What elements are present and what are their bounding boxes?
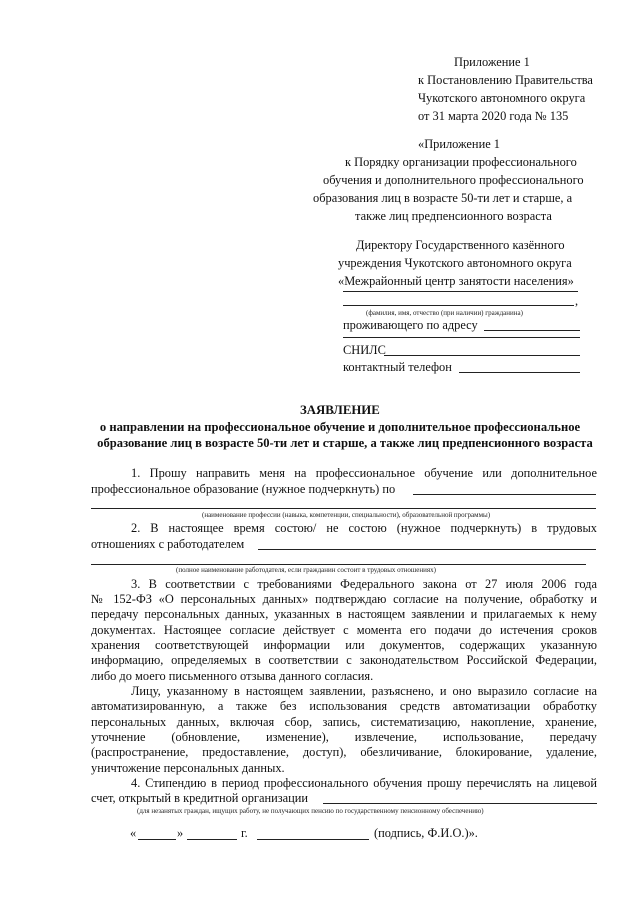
appendix-header-line-2: к Постановлению Правительства	[418, 73, 593, 87]
snils-field[interactable]	[384, 355, 580, 356]
p3-line-3: передачу персональных данных, указанных в настоящем заявлении и прилагаемых к нему	[91, 607, 597, 621]
program-name-field[interactable]	[413, 494, 596, 495]
p4-line-1: Лицу, указанному в настоящем заявлении, разъяснено, и оно выразило согласие на	[131, 684, 597, 698]
inner-header-line-3: обучения и дополнительного профессионального	[323, 173, 584, 187]
p4-line-6: уничтожение персональных данных.	[91, 761, 285, 775]
phone-label: контактный телефон	[343, 360, 452, 374]
p3-line-2: № 152-ФЗ «О персональных данных» подтверждаю согласие на получение, обработку и	[91, 592, 597, 606]
document-subtitle-line-1: о направлении на профессиональное обучение и дополнительное профессиональное	[99, 420, 581, 434]
addressee-line-2: учреждения Чукотского автономного округа	[338, 256, 572, 270]
signature-label: (подпись, Ф.И.О.)».	[374, 826, 478, 840]
p1-line-2: профессиональное образование (нужное подчеркнуть) по	[91, 482, 396, 496]
addressee-line-1: Директору Государственного казённого	[356, 238, 565, 252]
p2-hint: (полное наименование работодателя, если гражданин состоит в трудовых отношениях)	[176, 566, 436, 574]
sig-open-quote: «	[130, 826, 137, 840]
employer-field-2[interactable]	[91, 564, 586, 565]
p3-line-6: информацию, определяемых в соответствии с законодательством Российской Федерации,	[91, 653, 597, 667]
fio-hint: (фамилия, имя, отчество (при наличии) гражданина)	[366, 309, 523, 317]
addressee-line-3: «Межрайонный центр занятости населения»	[338, 274, 574, 288]
p2-line-1: 2. В настоящее время состою/ не состою (нужное подчеркнуть) в трудовых	[131, 521, 597, 535]
p4-line-3: персональных данных, включая сбор, запись, систематизацию, накопление, хранение,	[91, 715, 597, 729]
employer-field[interactable]	[258, 549, 596, 550]
appendix-header-line-3: Чукотского автономного округа	[418, 91, 586, 105]
p3-line-5: хранения соответствующей информации или документов, содержащих указанную	[91, 638, 597, 652]
fio-comma: ,	[575, 294, 579, 308]
p4-line-4: уточнение (обновление, изменение), извлечение, использование, передачу	[91, 730, 597, 744]
address-label: проживающего по адресу	[343, 318, 478, 332]
p4-line-2: автоматизированную, а также без использования средств автоматизации обработку	[91, 699, 597, 713]
inner-header-line-2: к Порядку организации профессионального	[345, 155, 577, 169]
p1-line-1: 1. Прошу направить меня на профессиональное обучение или дополнительное	[131, 466, 597, 480]
date-month-field[interactable]	[187, 839, 237, 840]
program-name-field-2[interactable]	[91, 508, 596, 509]
signature-field[interactable]	[257, 839, 369, 840]
p3-line-1: 3. В соответствии с требованиями Федерального закона от 27 июля 2006 года	[131, 577, 597, 591]
document-subtitle-line-2: образование лиц в возрасте 50-ти лет и старше, а также лиц предпенсионного возраста	[97, 436, 593, 450]
p1-hint: (наименование профессии (навыка, компетенции, специальности), образовательной программы)	[202, 511, 491, 519]
p3-line-4: документах. Настоящее согласие действует с момента его подачи до истечения сроков	[91, 623, 597, 637]
document-title: ЗАЯВЛЕНИЕ	[300, 403, 380, 417]
inner-header-line-4: образования лиц в возрасте 50-ти лет и старше, а	[313, 191, 573, 205]
fio-blank-line[interactable]	[343, 305, 574, 306]
inner-header-line-5: также лиц предпенсионного возраста	[355, 209, 552, 223]
year-label: г.	[241, 826, 248, 840]
addressee-blank-line-1[interactable]	[343, 291, 578, 292]
sig-close-quote: »	[177, 826, 184, 840]
p3-line-7: либо до моего письменного отзыва данного согласия.	[91, 669, 374, 683]
inner-header-line-1: «Приложение 1	[418, 137, 500, 151]
date-day-field[interactable]	[138, 839, 176, 840]
address-field-2[interactable]	[343, 337, 580, 338]
p5-hint: (для незанятых граждан, ищущих работу, не получающих пенсию по государственному пенсионному обеспечению)	[137, 807, 484, 815]
p2-line-2: отношениях с работодателем	[91, 537, 245, 551]
p5-line-1: 4. Стипендию в период профессионального обучения прошу перечислять на лицевой	[131, 776, 597, 790]
snils-label: СНИЛС	[343, 343, 386, 357]
appendix-header-line-1: Приложение 1	[454, 55, 530, 69]
bank-account-field[interactable]	[323, 803, 597, 804]
p4-line-5: (распространение, предоставление, доступ), обезличивание, блокирование, удаление,	[91, 745, 597, 759]
appendix-header-line-4: от 31 марта 2020 года № 135	[418, 109, 569, 123]
p5-line-2: счет, открытый в кредитной организации	[91, 791, 309, 805]
phone-field[interactable]	[459, 372, 580, 373]
address-field[interactable]	[484, 330, 580, 331]
